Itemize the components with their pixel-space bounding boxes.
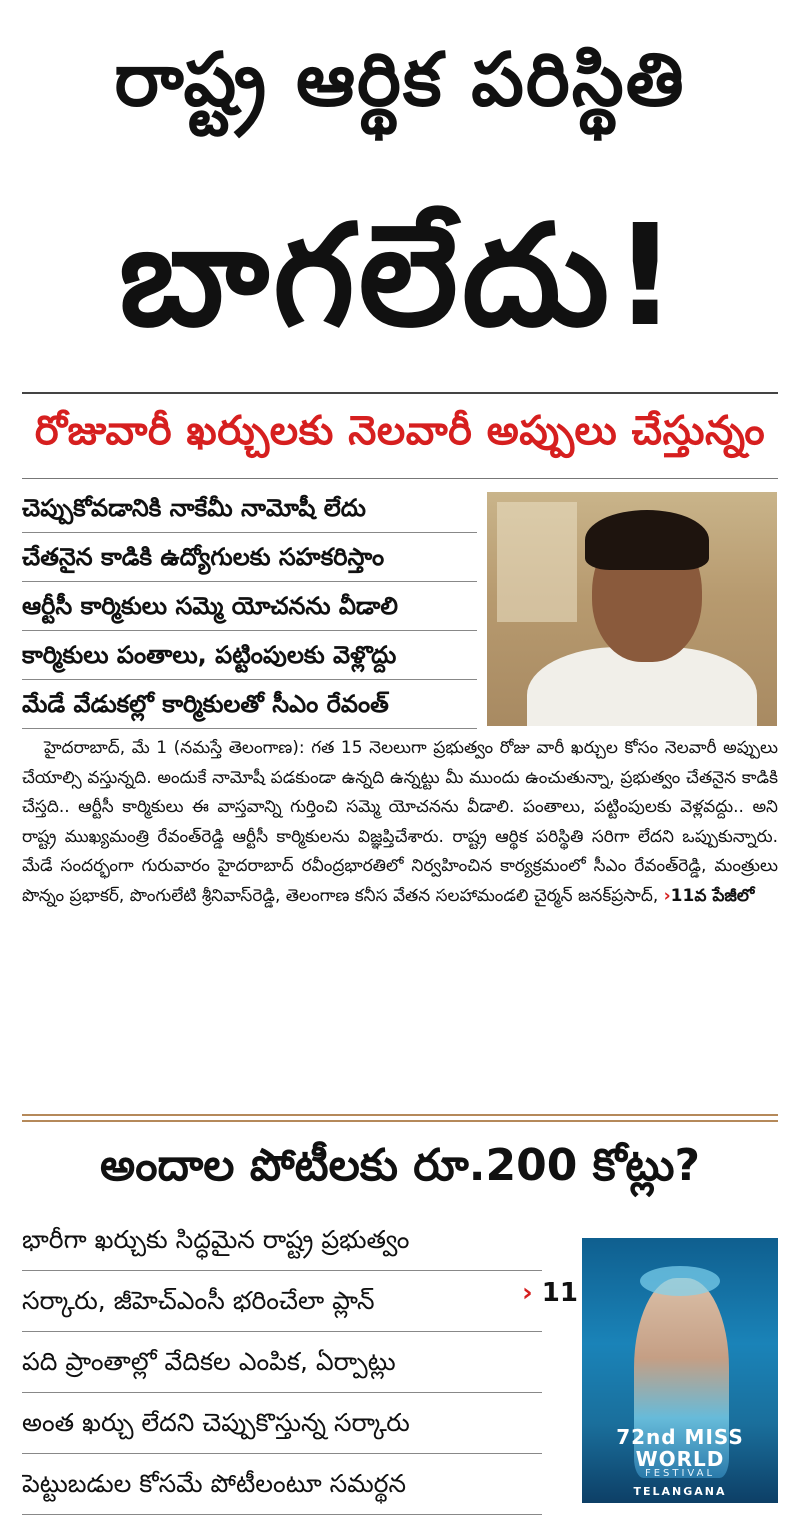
headline-line-1: రాష్ట్ర ఆర్థిక పరిస్థితి (114, 37, 686, 123)
highlight-list (22, 484, 477, 729)
divider (22, 392, 778, 394)
highlight-item: కార్మికులు పంతాలు, పట్టింపులకు వెళ్లొద్దు (22, 631, 477, 680)
highlight-item: చేతనైన కాడికి ఉద్యోగులకు సహకరిస్తాం (22, 533, 477, 582)
continued-label: 11వ పేజీలో (670, 885, 755, 906)
second-story-item: సర్కారు, జీహెచ్‌ఎంసీ భరించేలా ప్లాన్ (22, 1271, 542, 1332)
continue-arrow-icon: › (663, 885, 671, 906)
article-body (22, 734, 778, 911)
cm-photo (487, 492, 777, 726)
page-ref-number: 11 (541, 1278, 578, 1308)
highlight-item: చెప్పుకోవడానికి నాకేమీ నామోషీ లేదు (22, 484, 477, 533)
subheadline: రోజువారీ ఖర్చులకు నెలవారీ అప్పులు చేస్తున్నం (34, 408, 766, 454)
continue-arrow-icon: › (522, 1278, 533, 1308)
article-text: హైదరాబాద్, మే 1 (నమస్తే తెలంగాణ): గత 15 నెలలుగా ప్రభుత్వం రోజు వారీ ఖర్చుల కోసం నెలవారీ అప్పులు చేయాల్సి వస్తున్నది. అందుకే నామోషీ పడకుండా ఉన్నది ఉన్నట్టు మీ ముందు ఉంచుతున్నా, ప్రభుత్వం చేతనైన కాడికి చేస్తది.. ఆర్టీసీ కార్మికులు ఈ వాస్తవాన్ని గుర్తించి సమ్మె యోచనను వీడాలి. పంతాలు, పట్టింపులకు వెళ్లవద్దు.. అని రాష్ట్ర ముఖ్యమంత్రి రేవంత్‌రెడ్డి ఆర్టీసీ కార్మికులను విజ్ఞప్తిచేశారు. రాష్ట్ర ఆర్థిక పరిస్థితి సరిగా లేదని ఒప్పుకున్నారు. మేడే సందర్భంగా గురువారం హైదరాబాద్ రవీంద్రభారతిలో నిర్వహించిన కార్యక్రమంలో సీఎం రేవంత్‌రెడ్డి, మంత్రులు పొన్నం ప్రభాకర్, పొంగులేటి శ్రీనివాస్‌రెడ్డి, తెలంగాణ కనీస వేతన సలహామండలి చైర్మన్ జనక్‌ప్రసాద్, (22, 738, 778, 906)
second-headline: అందాల పోటీలకు రూ.200 కోట్లు? (100, 1140, 700, 1191)
poster-state: TELANGANA (633, 1485, 727, 1498)
poster-subtitle: FESTIVAL (644, 1468, 716, 1479)
second-story-item: పెట్టుబడుల కోసమే పోటీలంటూ సమర్థన (22, 1454, 542, 1515)
second-story-item: పది ప్రాంతాల్లో వేదికల ఎంపిక, ఏర్పాట్లు (22, 1332, 542, 1393)
miss-world-poster (582, 1238, 778, 1503)
second-story-item: భారీగా ఖర్చుకు సిద్ధమైన రాష్ట్ర ప్రభుత్వం (22, 1210, 542, 1271)
poster-title: 72nd MISS WORLD (616, 1425, 744, 1471)
divider (22, 478, 778, 479)
divider (22, 1114, 778, 1116)
page-ref-link[interactable] (522, 1278, 578, 1308)
highlight-item: మేడే వేడుకల్లో కార్మికులతో సీఎం రేవంత్ (22, 680, 477, 729)
second-story-item: అంత ఖర్చు లేదని చెప్పుకొస్తున్న సర్కారు (22, 1393, 542, 1454)
divider (22, 1120, 778, 1122)
continued-link[interactable] (664, 886, 755, 906)
second-story-list (22, 1210, 542, 1515)
highlight-item: ఆర్టీసీ కార్మికులు సమ్మె యోచనను వీడాలి (22, 582, 477, 631)
headline-line-2: బాగలేదు! (118, 195, 682, 358)
